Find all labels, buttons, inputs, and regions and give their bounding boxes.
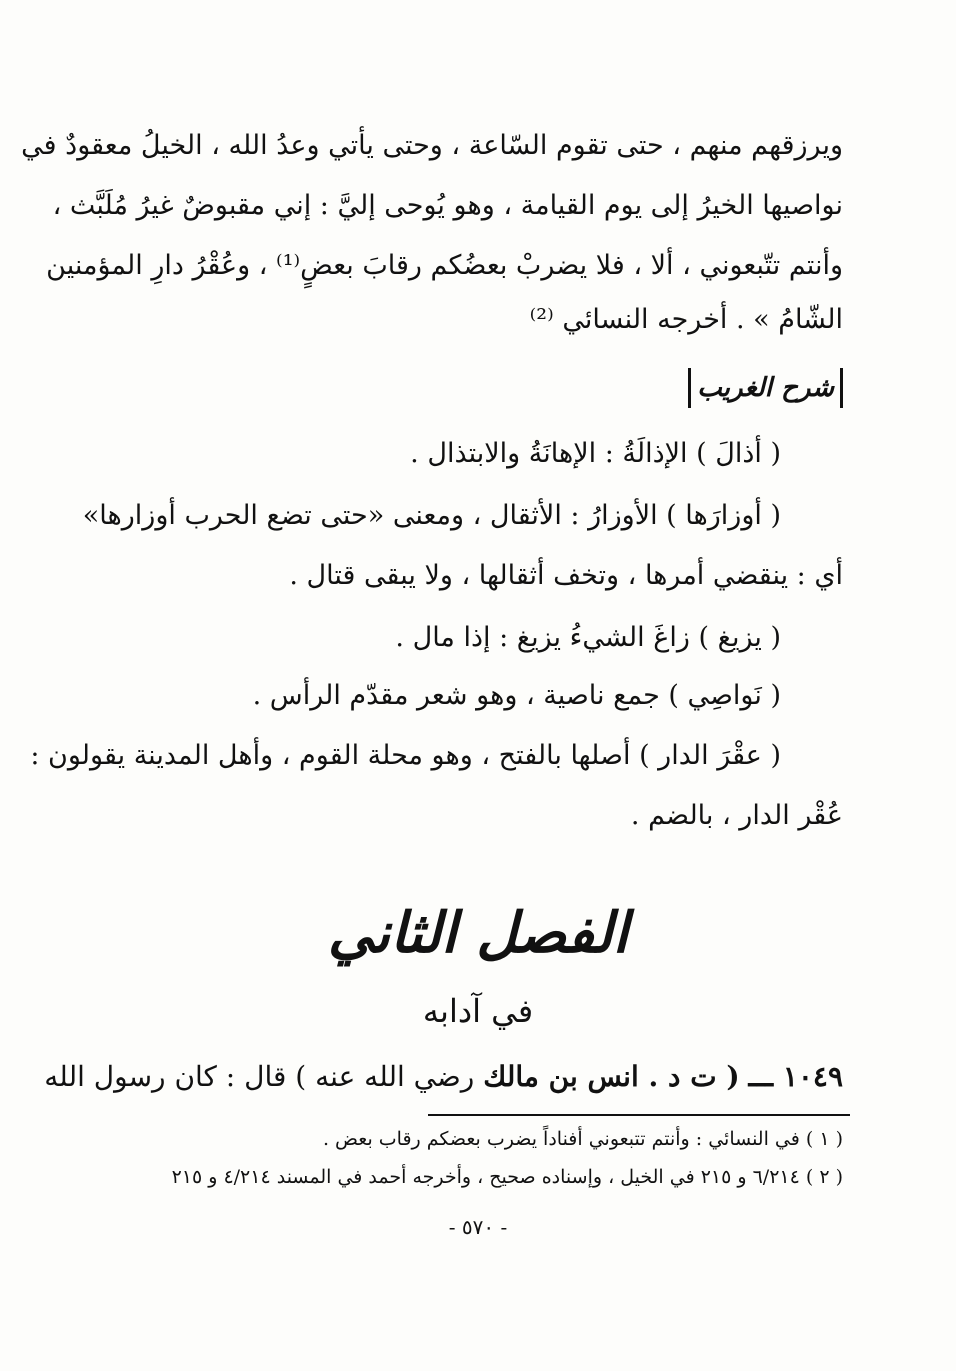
- hadith-source: ( ت د . انس بن مالك: [483, 1060, 740, 1093]
- glossary-line-1: ( أذالَ ) الإذالَةُ : الإهانَةُ والابتذال .: [410, 438, 781, 469]
- body-line-4: الشّامُ » . أخرجه النسائي ⁽²⁾: [529, 304, 843, 335]
- footnote-divider: [428, 1114, 850, 1116]
- glossary-line-7: عُقْر الدار ، بالضم .: [630, 800, 843, 831]
- glossary-line-5: ( نَواصِي ) جمع ناصية ، وهو شعر مقدّم الرأس .: [252, 680, 781, 711]
- hadith-text: رضي الله عنه ) قال : كان رسول الله: [44, 1060, 475, 1093]
- footnote-2: ( ٢ ) ٦/٢١٤ و ٢١٥ في الخيل ، وإسناده صحيح ، وأخرجه أحمد في المسند ٤/٢١٤ و ٢١٥: [171, 1166, 843, 1188]
- glossary-line-3: أي : ينقضي أمرها ، وتخف أثقالها ، ولا يبقى قتال .: [289, 560, 843, 591]
- glossary-line-2: ( أوزارَها ) الأوزارُ : الأثقال ، ومعنى «حتى تضع الحرب أوزارها»: [82, 500, 781, 531]
- glossary-line-4: ( يزيغ ) زاغَ الشيءُ يزيغ : إذا مال .: [395, 622, 781, 653]
- chapter-title: الفصل الثاني: [327, 900, 629, 966]
- hadith-opening: [44, 1056, 843, 1098]
- glossary-line-6: ( عقْرَ الدار ) أصلها بالفتح ، وهو محلة القوم ، وأهل المدينة يقولون :: [30, 740, 781, 771]
- body-line-3: وأنتم تتّبعوني ، ألا ، فلا يضربْ بعضُكم رقابَ بعضٍ⁽¹⁾ ، وعُقْرُ دارِ المؤمنين: [46, 250, 843, 281]
- footnote-1: ( ١ ) في النسائي : وأنتم تتبعوني أفناداً يضرب بعضكم رقاب بعض .: [322, 1128, 843, 1150]
- body-line-1: ويرزقهم منهم ، حتى تقوم السّاعة ، وحتى يأتي وعدُ الله ، الخيلُ معقودٌ في: [21, 130, 843, 161]
- body-line-2: نواصيها الخيرُ إلى يوم القيامة ، وهو يُوحى إليَّ : إني مقبوضٌ غيرُ مُلَبَّث ،: [52, 190, 843, 221]
- chapter-subtitle: في آدابه: [422, 992, 534, 1030]
- hadith-number: ١٠٤٩ ـــ: [748, 1060, 843, 1093]
- glossary-heading: شرح الغريب: [688, 368, 843, 408]
- page-number: - ٥٧٠ -: [448, 1215, 508, 1239]
